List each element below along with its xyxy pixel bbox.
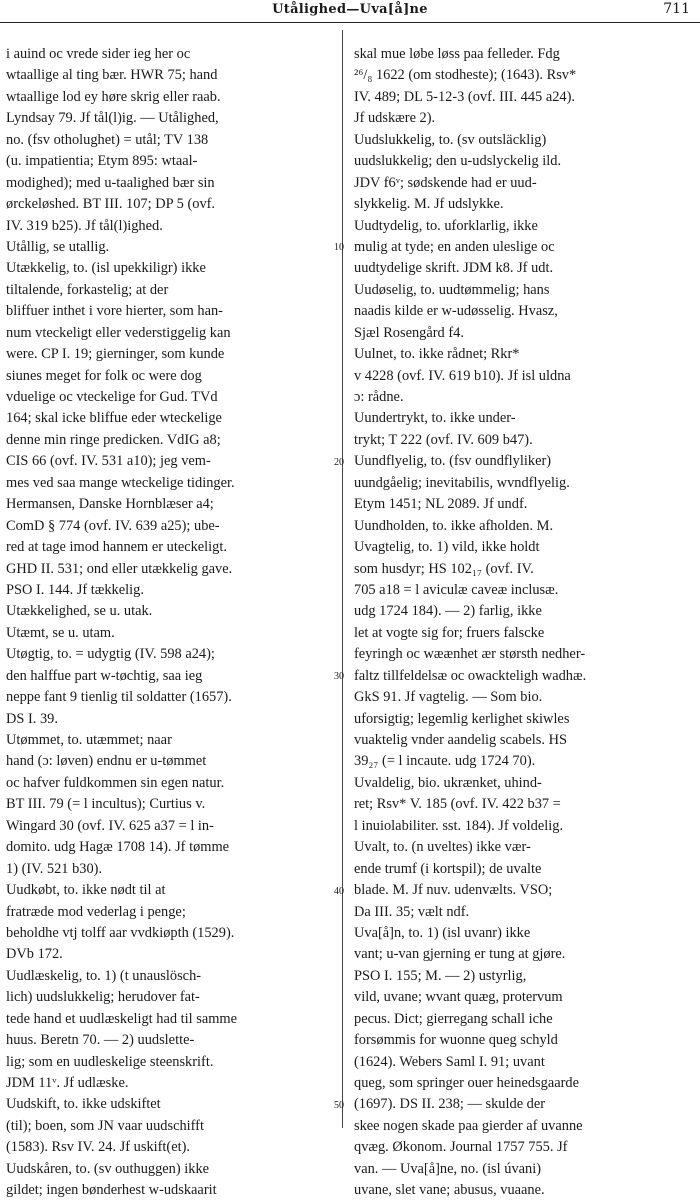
text-line: i auind oc vrede sider ieg her oc (6, 46, 191, 62)
text-line: Utøgtig, to. = udygtig (IV. 598 a24); (6, 646, 215, 663)
text-line: tiltalende, forkastelig; at der (6, 281, 169, 298)
right-column (354, 44, 694, 1202)
text-line: Uudøselig, to. uudtømmelig; hans (354, 281, 550, 298)
margin-line-number: 30 (334, 671, 344, 683)
text-line: lig; som en uudleskelige steenskrift. (6, 1053, 214, 1070)
text-line: den halffue part w-tøchtig, saa ieg (6, 667, 203, 684)
text-line: num vteckeligt eller vederstiggelig kan (6, 324, 231, 341)
text-line: uforsigtig; legemlig kerlighet skiwles (354, 710, 570, 727)
text-line: queg, som springer ouer heinedsgaarde (354, 1075, 579, 1091)
text-line: IV. 319 b25). Jf tål(l)ighed. (6, 217, 163, 234)
text-line: naadis kilde er w-udøsselig. Hvasz, (354, 303, 558, 320)
text-line: Uudlæskelig, to. 1) (t unauslösch- (6, 967, 202, 984)
text-line: ret; Rsv* V. 185 (ovf. IV. 422 b37 = (354, 796, 561, 813)
text-line: Uulnet, to. ikke rådnet; Rkr* (354, 346, 520, 363)
column-divider (342, 30, 343, 1128)
text-line: ComD § 774 (ovf. IV. 639 a25); ube- (6, 517, 220, 534)
text-line: som husdyr; HS 102₁₇ (ovf. IV. (354, 560, 534, 577)
text-line: BT III. 79 (= l incultus); Curtius v. (6, 796, 206, 813)
text-line: Uundflyelig, to. (fsv oundflyliker) (354, 453, 552, 470)
text-line: mulig at tyde; en anden uleslige oc (354, 238, 555, 255)
text-line: huus. Beretn 70. — 2) uudslette- (6, 1032, 195, 1049)
text-line: ørckeløshed. BT III. 107; DP 5 (ovf. (6, 196, 216, 213)
text-line: JDM 11ᵛ. Jf udlæske. (6, 1075, 129, 1091)
text-line: Uvaldelig, bio. ukrænket, uhind- (354, 774, 542, 791)
text-line: Uudskift, to. ikke udskiftet (6, 1096, 161, 1113)
text-line: Da III. 35; vælt ndf. (354, 903, 470, 920)
margin-line-number: 40 (334, 885, 344, 897)
text-line: 705 a18 = l aviculæ caveæ inclusæ. (354, 581, 559, 598)
text-line: Uudslukkelig, to. (sv outsläcklig) (354, 131, 547, 148)
text-line: Uundholden, to. ikke afholden. M. (354, 517, 554, 534)
text-line: l inuiolabiliter. sst. 184). Jf voldelig. (354, 817, 564, 834)
page-number: 711 (663, 1, 690, 17)
text-line: Hermansen, Danske Hornblæser a4; (6, 496, 214, 513)
margin-line-number: 20 (334, 456, 344, 468)
text-line: 164; skal icke bliffue eder wteckelige (6, 410, 222, 427)
text-line: Uundertrykt, to. ikke under- (354, 410, 516, 427)
text-line: DS I. 39. (6, 710, 58, 727)
text-line: vuaktelig vnder aandelig scabels. HS (354, 732, 567, 748)
text-line: wtaallige al ting bær. HWR 75; hand (6, 67, 218, 84)
text-line: trykt; T 222 (ovf. IV. 609 b47). (354, 431, 533, 448)
text-line: v 4228 (ovf. IV. 619 b10). Jf isl uldna (354, 367, 571, 384)
text-line: (1624). Webers Saml I. 91; uvant (354, 1053, 545, 1070)
text-line: siunes meget for folk oc were dog (6, 367, 202, 384)
text-line: Utæmt, se u. utam. (6, 624, 115, 641)
text-line: vduelige oc vteckelige for Gud. TVd (6, 389, 218, 405)
text-line: oc hafver fuldkommen sin egen natur. (6, 774, 225, 791)
text-line: Uudkøbt, to. ikke nødt til at (6, 882, 166, 899)
text-line: tede hand et uudlæskeligt had til samme (6, 1010, 238, 1027)
text-line: uundgåelig; inevitabilis, wvndflyelig. (354, 474, 570, 491)
text-line: Uva[å]n, to. 1) (isl uvanr) ikke (354, 924, 531, 941)
text-line: mes ved saa mange wteckelige tidinger. (6, 474, 235, 491)
text-line: Etym 1451; NL 2089. Jf undf. (354, 496, 528, 513)
text-line: forsømmis for wuonne queg schyld (354, 1032, 558, 1049)
text-line: modighed); med u-taalighed bær sin (6, 174, 215, 191)
text-line: PSO I. 155; M. — 2) ustyrlig, (354, 967, 527, 984)
text-line: Uvagtelig, to. 1) vild, ikke holdt (354, 539, 540, 556)
text-line: fratræde mod vederlag i penge; (6, 903, 186, 920)
text-line: udg 1724 184). — 2) farlig, ikke (354, 603, 542, 620)
text-line: uudtydelige skrift. JDM k8. Jf udt. (354, 260, 554, 277)
text-line: Utækkelig, to. (isl upekkiligr) ikke (6, 260, 206, 277)
text-line: neppe fant 9 tienlig til soldatter (1657). (6, 689, 232, 706)
text-line: gildet; ingen bønderhest w-udskaarit (6, 1182, 217, 1199)
text-line: 39₂₇ (= l incaute. udg 1724 70). (354, 753, 536, 770)
text-line: skee nogen skade paa gierder af uvanne (354, 1117, 583, 1134)
text-line: faltz tillfeldelsæ oc owackteligh wadhæ. (354, 667, 587, 684)
text-line: were. CP I. 19; gierninger, som kunde (6, 346, 225, 363)
text-line: blade. M. Jf nuv. udenvælts. VSO; (354, 882, 553, 899)
text-line: red at tage imod hannem er uteckeligt. (6, 539, 227, 556)
text-line: Uvalt, to. (n uveltes) ikke vær- (354, 839, 531, 856)
text-line: van. — Uva[å]ne, no. (isl úvani) (354, 1160, 542, 1177)
text-line: (1697). DS II. 238; — skulde der (354, 1096, 546, 1113)
text-line: no. (fsv otholughet) = utål; TV 138 (6, 131, 209, 148)
text-line: GkS 91. Jf vagtelig. — Som bio. (354, 689, 543, 706)
text-line: Wingard 30 (ovf. IV. 625 a37 = l in- (6, 817, 214, 834)
text-line: skal mue løbe løss paa felleder. Fdg (354, 46, 560, 62)
text-line: wtaallige lod ey høre skrig eller raab. (6, 88, 221, 105)
text-line: IV. 489; DL 5-12-3 (ovf. III. 445 a24). (354, 88, 576, 105)
text-line: uudslukkelig; den u-udslyckelig ild. (354, 153, 562, 170)
text-line: 1) (IV. 521 b30). (6, 860, 103, 877)
page-header (0, 0, 700, 23)
text-line: domito. udg Hagæ 1708 14). Jf tømme (6, 839, 230, 856)
text-line: Sjæl Rosengård f4. (354, 324, 464, 341)
text-line: bliffuer inthet i vore hierter, som han- (6, 303, 223, 320)
text-line: Jf udskære 2). (354, 110, 436, 127)
text-line: uvane, slet vane; abusus, vuaane. (354, 1182, 545, 1199)
text-line: Utækkelighed, se u. utak. (6, 603, 153, 620)
text-line: Uudtydelig, to. uforklarlig, ikke (354, 217, 538, 234)
text-line: hand (ɔ: løven) endnu er u-tømmet (6, 753, 207, 770)
text-line: JDV f6ᵛ; sødskende had er uud- (354, 174, 537, 191)
text-line: vant; u-van gjerning er tung at gjøre. (354, 946, 566, 963)
text-line: ²⁶/₈ 1622 (om stodheste); (1643). Rsv* (354, 67, 577, 84)
text-line: lich) uudslukkelig; herudover fat- (6, 989, 200, 1006)
text-line: denne min ringe predicken. VdIG a8; (6, 431, 221, 448)
text-line: ɔ: rådne. (354, 389, 404, 405)
margin-line-number: 10 (334, 242, 344, 254)
text-line: Utållig, se utallig. (6, 238, 110, 255)
text-line: pecus. Dict; gierregang schall iche (354, 1010, 553, 1027)
text-line: slykkelig. M. Jf udslykke. (354, 196, 504, 213)
text-line: Lyndsay 79. Jf tål(l)ig. — Utålighed, (6, 110, 219, 127)
text-line: PSO I. 144. Jf tækkelig. (6, 581, 144, 598)
text-line: vild, uvane; wvant quæg, protervum (354, 989, 563, 1006)
text-line: feyringh oc wæænhet ær størsth nedher- (354, 646, 586, 663)
text-line: Uudskåren, to. (sv outhuggen) ikke (6, 1160, 210, 1177)
text-line: let at vogte sig for; fruers falscke (354, 624, 545, 641)
text-line: ende trumf (i kortspil); de uvalte (354, 860, 542, 877)
text-line: (u. impatientia; Etym 895: wtaal- (6, 153, 198, 170)
text-line: beholdhe vtj tolff aar vvdkiøpth (1529). (6, 924, 235, 941)
text-line: CIS 66 (ovf. IV. 531 a10); jeg vem- (6, 453, 211, 470)
text-line: (1583). Rsv IV. 24. Jf uskift(et). (6, 1139, 190, 1156)
text-line: Utømmet, to. utæmmet; naar (6, 732, 172, 748)
text-line: (til); boen, som JN vaar uudschifft (6, 1117, 204, 1134)
text-line: GHD II. 531; ond eller utækkelig gave. (6, 560, 233, 577)
left-column (6, 44, 338, 1202)
margin-line-number: 50 (334, 1100, 344, 1112)
text-line: DVb 172. (6, 946, 63, 963)
running-head: Utålighed—Uva[å]ne (272, 2, 428, 17)
text-line: qvæg. Økonom. Journal 1757 755. Jf (354, 1139, 568, 1156)
